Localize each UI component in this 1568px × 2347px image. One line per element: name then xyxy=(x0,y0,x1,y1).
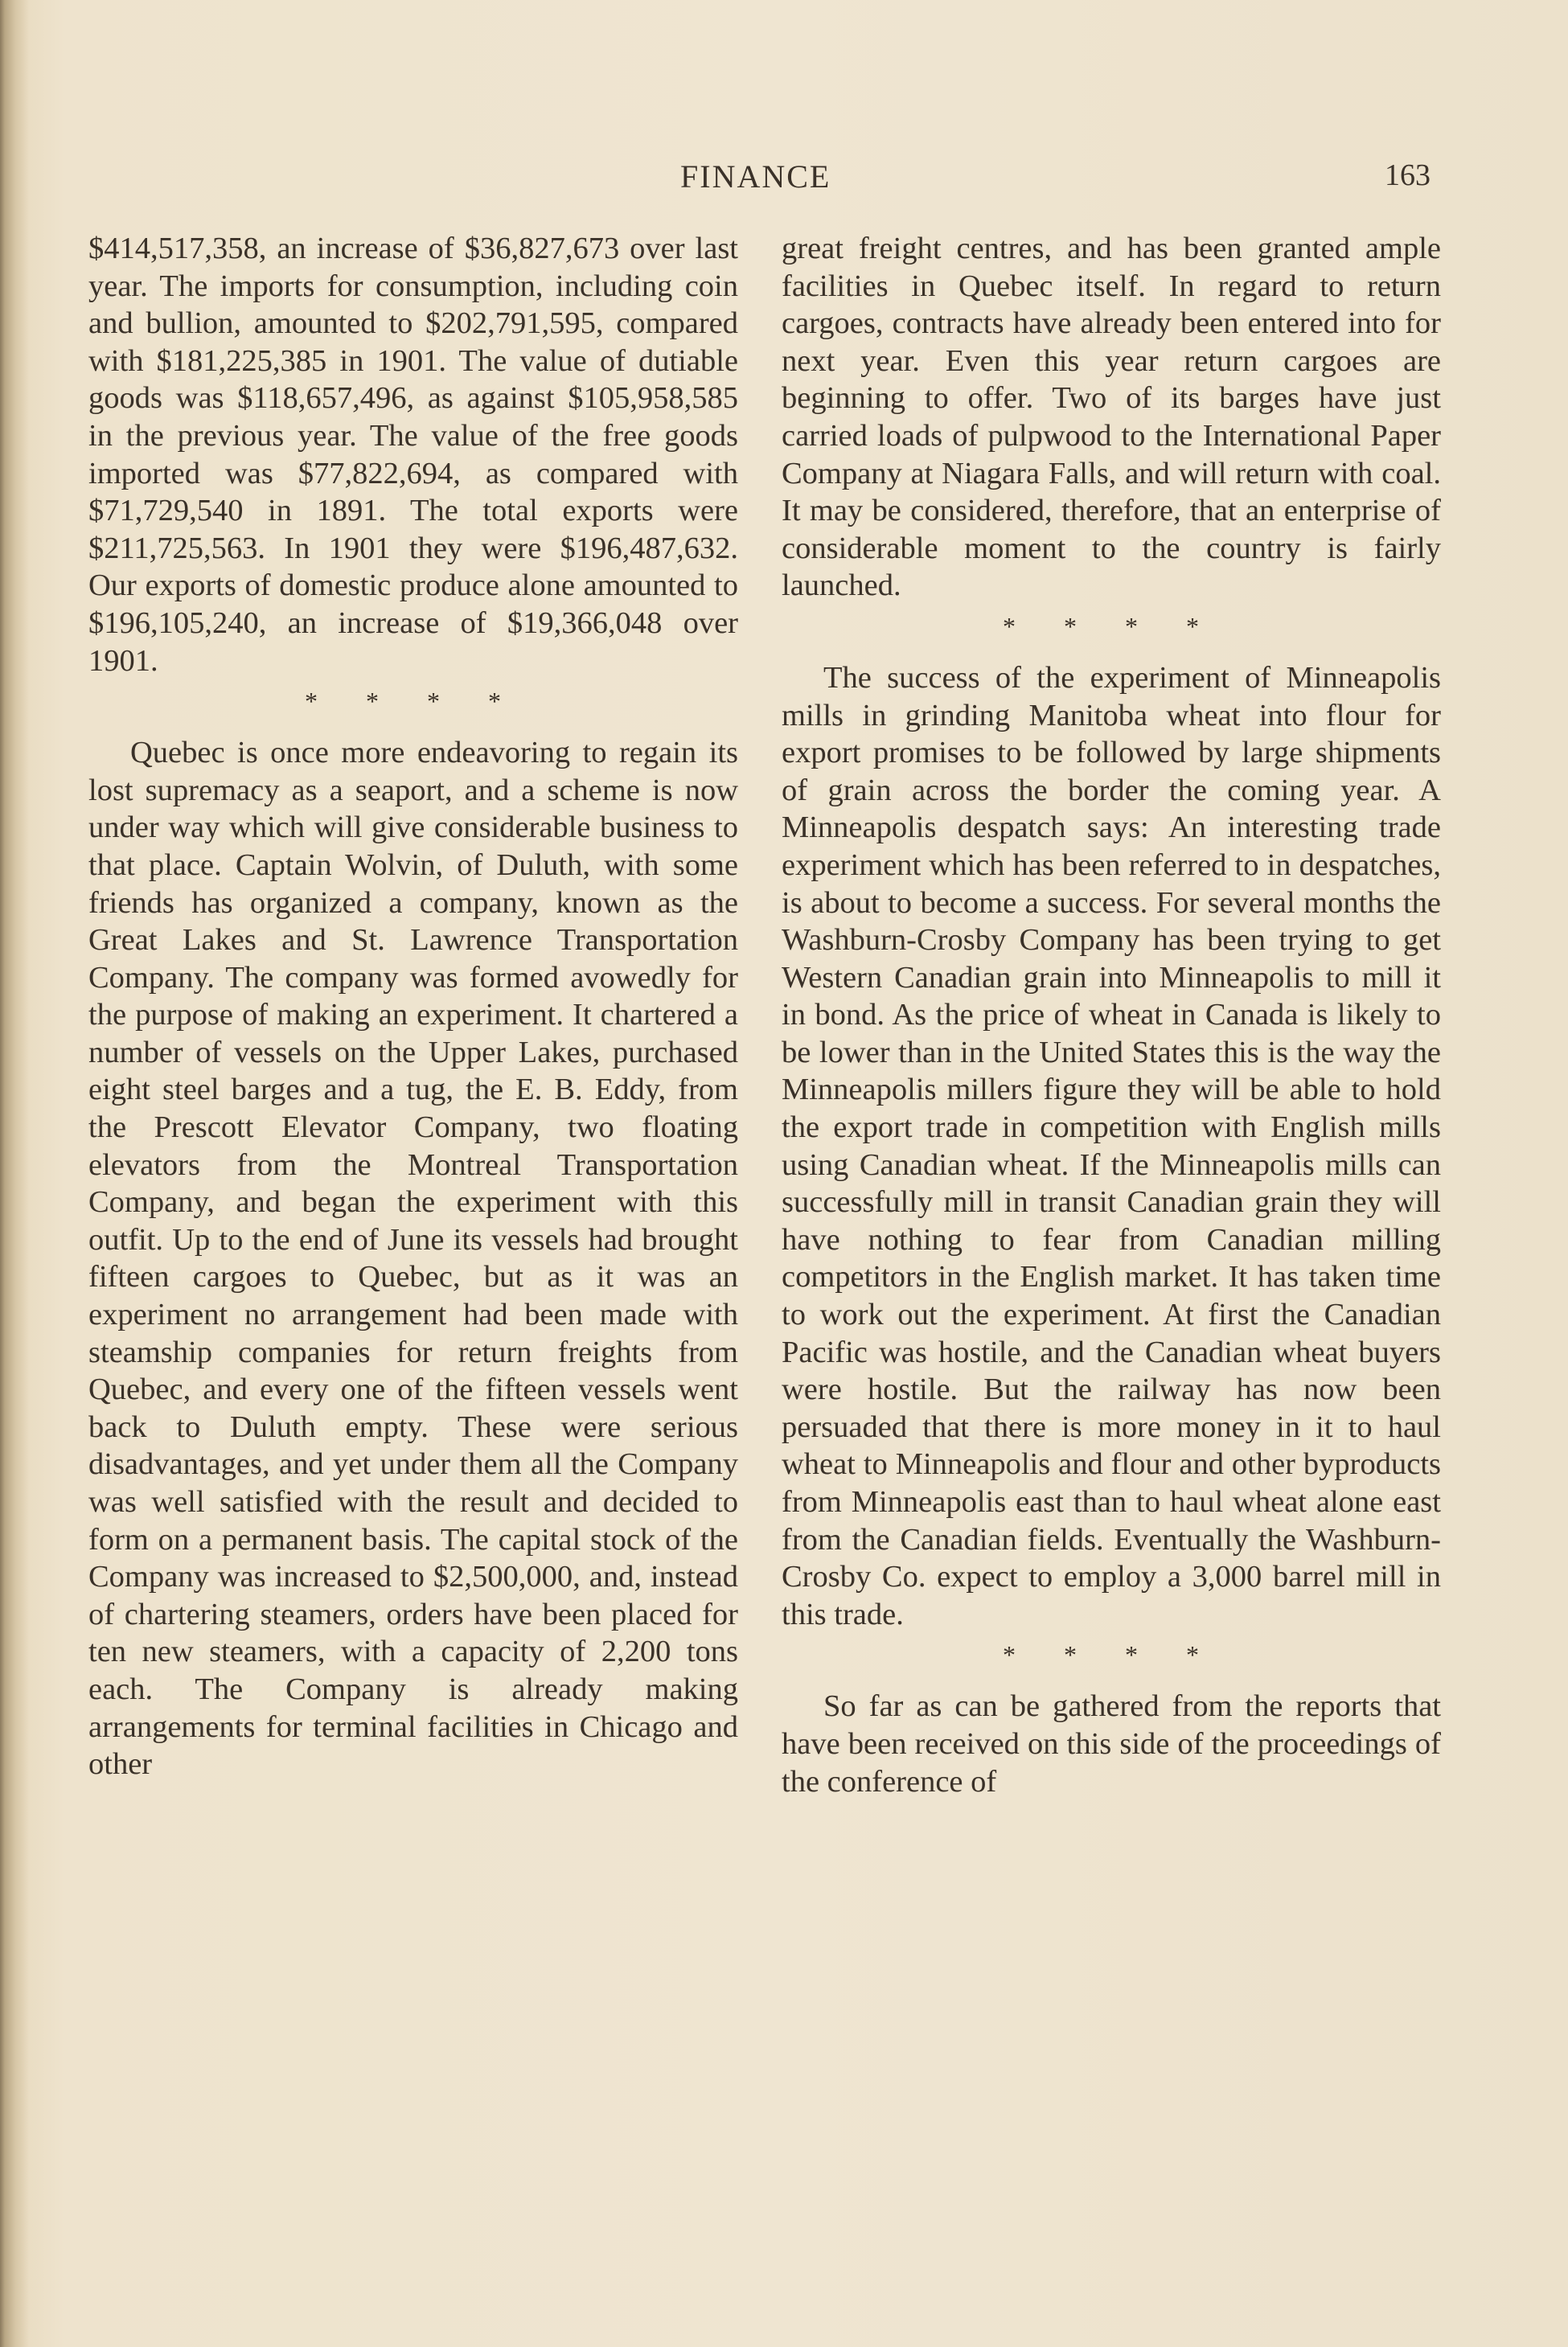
paragraph-freight-centres: great freight centres, and has been granted ample facilities in Quebec itself. In regard to return cargoes, contracts have already been entered into for next year. Even this year return cargoes are beginning to offer. Two of its barges have just carried loads of pulpwood to the International Paper Company at Niagara Falls, and will return with coal. It may be considered, therefore, that an enterprise of considerable moment to the country is fairly launched. xyxy=(782,232,1441,603)
paragraph-trade-figures: $414,517,358, an increase of $36,827,673 over last year. The imports for consumption, including coin and bullion, amounted to $202,791,595, compared with $181,225,385 in 1901. The value of dutiable goods was $118,657,496, as against $105,958,585 in the previous year. The value of the free goods imported was $77,822,694, as compared with $71,729,540 in 1891. The total exports were $211,725,563. In 1901 they were $196,487,632. Our exports of domestic produce alone amounted to $196,105,240, an increase of $19,366,048 over 1901. xyxy=(88,232,738,678)
running-head xyxy=(0,158,1568,206)
right-column xyxy=(782,230,1441,1800)
binding-edge xyxy=(0,0,29,2347)
paragraph-minneapolis-mills: The success of the experiment of Minneapolis mills in grinding Manitoba wheat into flour for export promises to be followed by large shipments of grain across the border the coming year. A Minneapolis despatch says: An interesting trade experiment which has been referred to in despatches, is about to become a success. For several months the Washburn-Crosby Company has been trying to get Western Canadian grain into Minneapolis to mill it in bond. As the price of wheat in Canada is likely to be lower than in the United States this is the way the Minneapolis millers figure they will be able to hold the export trade in competition with English mills using Canadian wheat. If the Minneapolis mills can successfully mill in transit Canadian grain they will have nothing to fear from Canadian milling competitors in the English market. It has taken time to work out the experiment. At first the Canadian Pacific was hostile, and the Canadian wheat buyers were hostile. But the railway has now been persuaded that there is more money in it to haul wheat to Minneapolis and flour and other byproducts from Minneapolis east than to haul wheat alone east from the Canadian fields. Eventually the Washburn-Crosby Co. expect to employ a 3,000 barrel mill in this trade. xyxy=(782,660,1441,1631)
page-number: 163 xyxy=(1385,158,1430,192)
left-column xyxy=(88,230,738,1783)
section-separator: * * * * xyxy=(1003,611,1220,641)
running-head-title: FINANCE xyxy=(680,158,831,195)
paragraph-quebec-seaport: Quebec is once more endeavoring to regain its lost supremacy as a seaport, and a scheme is now under way which will give considerable business to that place. Captain Wolvin, of Duluth, with some friends has organized a company, known as the Great Lakes and St. Lawrence Transportation Company. The company was formed avowedly for the purpose of making an experiment. It chartered a number of vessels on the Upper Lakes, purchased eight steel barges and a tug, the E. B. Eddy, from the Prescott Elevator Company, two floating elevators from the Montreal Transportation Company, and began the experiment with this outfit. Up to the end of June its vessels had brought fifteen cargoes to Quebec, but as it was an experiment no arrangement had been made with steamship companies for return freights from Quebec, and every one of the fifteen vessels went back to Duluth empty. These were serious disadvantages, and yet under them all the Company was well satisfied with the result and decided to form on a permanent basis. The capital stock of the Company was increased to $2,500,000, and, instead of chartering steamers, orders have been placed for ten new steamers, with a capacity of 2,200 tons each. The Company is already making arrangements for terminal facilities in Chicago and other xyxy=(88,736,738,1782)
section-separator: * * * * xyxy=(305,687,522,716)
section-separator: * * * * xyxy=(1003,1640,1220,1670)
paragraph-conference: So far as can be gathered from the reports that have been received on this side of the proceedings of the conference of xyxy=(782,1689,1441,1799)
